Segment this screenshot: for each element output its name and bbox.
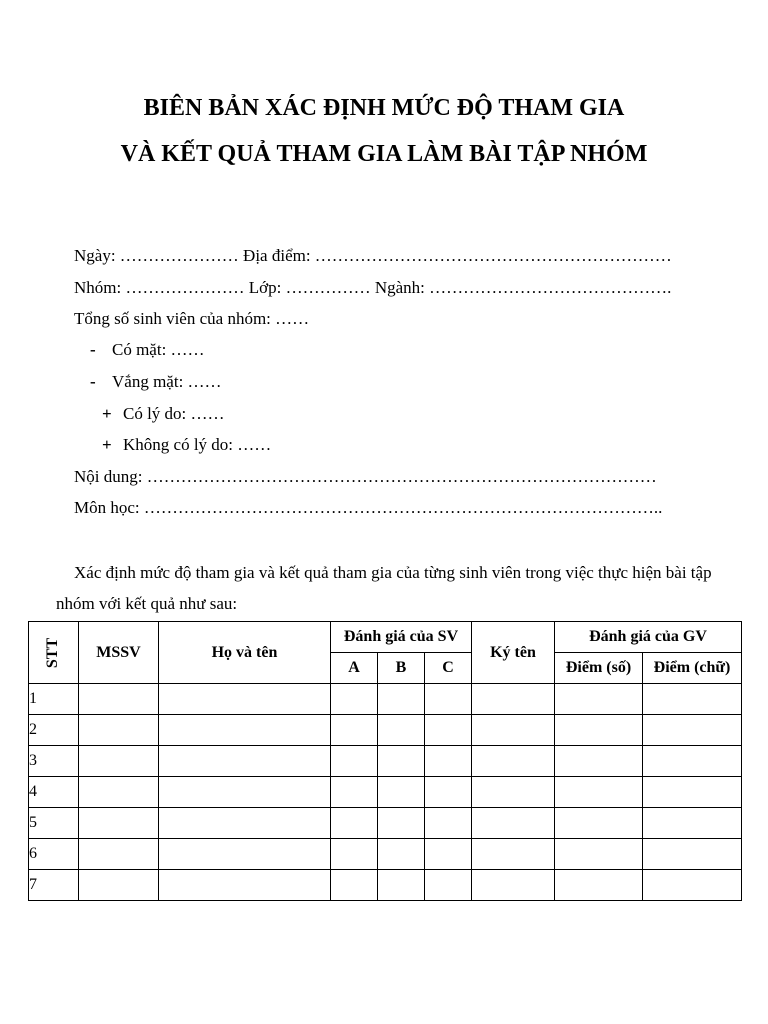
sv-b-cell (378, 684, 425, 715)
name-cell (159, 839, 331, 870)
score-number-cell (555, 839, 643, 870)
group-class-major-line: Nhóm: ………………… Lớp: …………… Ngành: ……………………………………. (74, 278, 672, 297)
name-cell (159, 746, 331, 777)
score-number-cell (555, 870, 643, 901)
mssv-cell (79, 839, 159, 870)
table-row (29, 839, 742, 870)
dash-bullet: - (90, 340, 96, 359)
table-row (29, 715, 742, 746)
signature-cell (472, 746, 555, 777)
score-text-cell (643, 777, 742, 808)
mssv-cell (79, 777, 159, 808)
sv-a-cell (331, 684, 378, 715)
sv-a-cell (331, 715, 378, 746)
name-header: Họ và tên (159, 622, 331, 684)
sv-c-cell (425, 715, 472, 746)
absent-item (90, 371, 222, 393)
score-text-cell (643, 870, 742, 901)
name-cell (159, 715, 331, 746)
signature-cell (472, 715, 555, 746)
signature-cell (472, 684, 555, 715)
signature-cell (472, 808, 555, 839)
name-cell (159, 870, 331, 901)
row-number: 1 (29, 684, 79, 715)
name-cell (159, 777, 331, 808)
name-cell (159, 684, 331, 715)
plus-bullet: + (102, 404, 112, 423)
signature-cell (472, 777, 555, 808)
score-number-cell (555, 684, 643, 715)
absent-label: Vắng mặt: …… (112, 372, 222, 391)
row-number: 3 (29, 746, 79, 777)
score-number-cell (555, 777, 643, 808)
excused-label: Có lý do: …… (123, 404, 225, 423)
table-row (29, 746, 742, 777)
sv-b-cell (378, 715, 425, 746)
gv-evaluation-header: Đánh giá của GV (555, 622, 742, 653)
document-title-line-1: BIÊN BẢN XÁC ĐỊNH MỨC ĐỘ THAM GIA (143, 95, 625, 121)
subject-line: Môn học: ……………………………………………………………………………….. (74, 498, 663, 517)
table-row (29, 870, 742, 901)
sv-a-cell (331, 777, 378, 808)
stt-header (29, 622, 79, 684)
sv-c-cell (425, 808, 472, 839)
evaluation-table (28, 621, 742, 901)
sv-b-cell (378, 808, 425, 839)
row-number: 7 (29, 870, 79, 901)
score-text-cell (643, 746, 742, 777)
score-text-cell (643, 839, 742, 870)
row-number: 4 (29, 777, 79, 808)
intro-paragraph: Xác định mức độ tham gia và kết quả tham gia của từng sinh viên trong việc thực hiện bài tập nhóm với kết quả như sau: (56, 563, 712, 613)
name-cell (159, 808, 331, 839)
table-row (29, 684, 742, 715)
sv-c-cell (425, 870, 472, 901)
sv-a-cell (331, 746, 378, 777)
sv-c-cell (425, 777, 472, 808)
sv-b-cell (378, 777, 425, 808)
unexcused-label: Không có lý do: …… (123, 435, 272, 454)
signature-header: Ký tên (472, 622, 555, 684)
signature-cell (472, 839, 555, 870)
mssv-cell (79, 684, 159, 715)
row-number: 2 (29, 715, 79, 746)
sv-b-cell (378, 870, 425, 901)
sv-a-header: A (331, 653, 378, 684)
date-location-line: Ngày: ………………… Địa điểm: ……………………………………………………… (74, 246, 672, 265)
mssv-cell (79, 870, 159, 901)
mssv-cell (79, 715, 159, 746)
stt-header-label: STT (44, 637, 62, 668)
dash-bullet: - (90, 372, 96, 391)
document-title-line-2: VÀ KẾT QUẢ THAM GIA LÀM BÀI TẬP NHÓM (120, 141, 648, 167)
sv-c-cell (425, 839, 472, 870)
sv-a-cell (331, 870, 378, 901)
total-students-line: Tổng số sinh viên của nhóm: …… (74, 309, 310, 328)
sv-c-cell (425, 746, 472, 777)
sv-b-cell (378, 839, 425, 870)
excused-item (102, 403, 225, 425)
present-item (90, 339, 205, 361)
plus-bullet: + (102, 435, 112, 454)
sv-evaluation-header: Đánh giá của SV (331, 622, 472, 653)
content-line: Nội dung: ……………………………………………………………………………… (74, 467, 657, 486)
sv-c-header: C (425, 653, 472, 684)
sv-a-cell (331, 839, 378, 870)
score-text-cell (643, 715, 742, 746)
mssv-cell (79, 746, 159, 777)
mssv-cell (79, 808, 159, 839)
unexcused-item (102, 434, 271, 456)
table-row (29, 777, 742, 808)
row-number: 5 (29, 808, 79, 839)
score-text-header: Điểm (chữ) (643, 653, 742, 684)
sv-b-cell (378, 746, 425, 777)
mssv-header: MSSV (79, 622, 159, 684)
sv-b-header: B (378, 653, 425, 684)
score-text-cell (643, 808, 742, 839)
present-label: Có mặt: …… (112, 340, 205, 359)
sv-a-cell (331, 808, 378, 839)
score-text-cell (643, 684, 742, 715)
row-number: 6 (29, 839, 79, 870)
score-number-header: Điểm (số) (555, 653, 643, 684)
sv-c-cell (425, 684, 472, 715)
score-number-cell (555, 746, 643, 777)
signature-cell (472, 870, 555, 901)
table-row (29, 808, 742, 839)
score-number-cell (555, 808, 643, 839)
score-number-cell (555, 715, 643, 746)
